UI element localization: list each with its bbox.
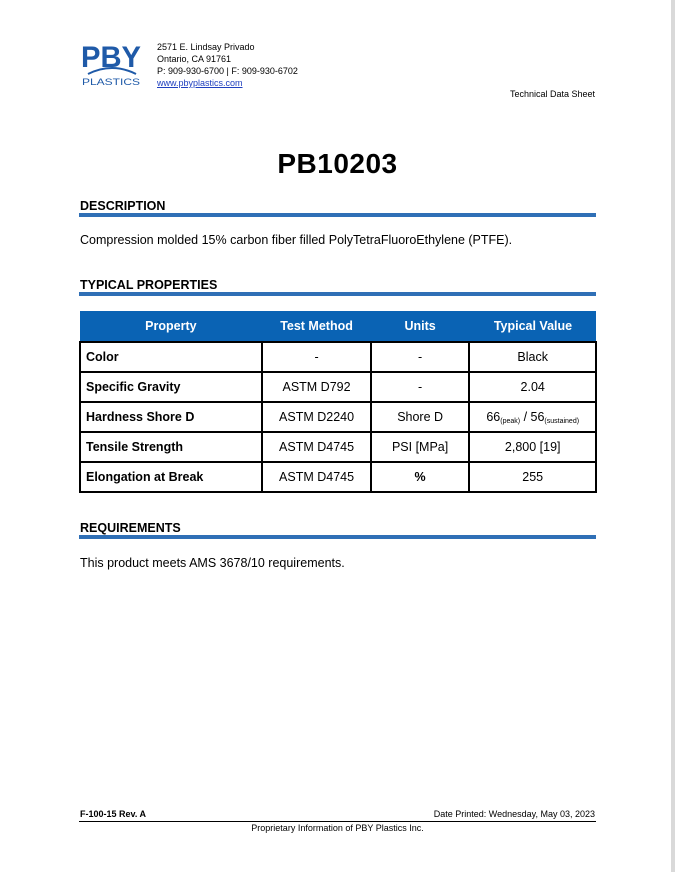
requirements-heading: REQUIREMENTS — [80, 521, 181, 535]
address-line-1: 2571 E. Lindsay Privado — [157, 42, 255, 52]
cell-value-hardness — [469, 402, 596, 432]
cell-method: ASTM D4745 — [262, 432, 371, 462]
company-logo — [80, 38, 144, 90]
cell-value: 2,800 [19] — [469, 432, 596, 462]
cell-units: - — [371, 372, 470, 402]
cell-method: ASTM D4745 — [262, 462, 371, 492]
date-printed: Date Printed: Wednesday, May 03, 2023 — [433, 809, 595, 819]
cell-property: Tensile Strength — [80, 432, 262, 462]
requirements-rule — [79, 535, 596, 539]
table-row — [80, 342, 596, 372]
product-title: PB10203 — [277, 148, 398, 179]
requirements-text: This product meets AMS 3678/10 requirements. — [80, 556, 345, 570]
header-test-method: Test Method — [262, 311, 371, 342]
properties-table — [79, 311, 597, 493]
cell-units: Shore D — [371, 402, 470, 432]
document-type: Technical Data Sheet — [509, 89, 595, 99]
description-rule — [79, 213, 596, 217]
cell-units: - — [371, 342, 470, 372]
company-address — [157, 41, 298, 89]
peak-label: (peak) — [500, 417, 521, 425]
footer-rule — [79, 821, 596, 822]
cell-method: ASTM D2240 — [262, 402, 371, 432]
cell-units: PSI [MPa] — [371, 432, 470, 462]
table-header-row — [80, 311, 596, 342]
cell-units: % — [371, 462, 470, 492]
cell-property: Color — [80, 342, 262, 372]
table-row — [80, 402, 596, 432]
table-row — [80, 372, 596, 402]
sustained-label: (sustained) — [544, 417, 580, 425]
phone-fax: P: 909-930-6700 | F: 909-930-6702 — [157, 66, 298, 76]
logo-subtext: PLASTICS — [82, 77, 140, 87]
description-text: Compression molded 15% carbon fiber filled PolyTetraFluoroEthylene (PTFE). — [80, 233, 513, 247]
page-edge — [671, 0, 675, 872]
header-property: Property — [80, 311, 262, 342]
properties-heading: TYPICAL PROPERTIES — [80, 278, 218, 292]
sustained-value: 56 — [530, 409, 545, 424]
value-separator: / — [520, 409, 531, 424]
cell-property: Specific Gravity — [80, 372, 262, 402]
cell-value: 2.04 — [469, 372, 596, 402]
table-row — [80, 432, 596, 462]
proprietary-notice: Proprietary Information of PBY Plastics Inc. — [251, 823, 424, 833]
website-link[interactable]: www.pbyplastics.com — [157, 78, 243, 88]
logo-text: PBY — [81, 41, 141, 74]
description-heading: DESCRIPTION — [80, 199, 166, 213]
cell-value: Black — [469, 342, 596, 372]
form-number: F-100-15 Rev. A — [80, 809, 147, 819]
cell-property: Hardness Shore D — [80, 402, 262, 432]
cell-method: - — [262, 342, 371, 372]
cell-property: Elongation at Break — [80, 462, 262, 492]
cell-value: 255 — [469, 462, 596, 492]
cell-method: ASTM D792 — [262, 372, 371, 402]
properties-rule — [79, 292, 596, 296]
header-typical-value: Typical Value — [469, 311, 596, 342]
peak-value: 66 — [486, 409, 501, 424]
address-line-2: Ontario, CA 91761 — [157, 54, 232, 64]
header-units: Units — [371, 311, 470, 342]
table-row — [80, 462, 596, 492]
